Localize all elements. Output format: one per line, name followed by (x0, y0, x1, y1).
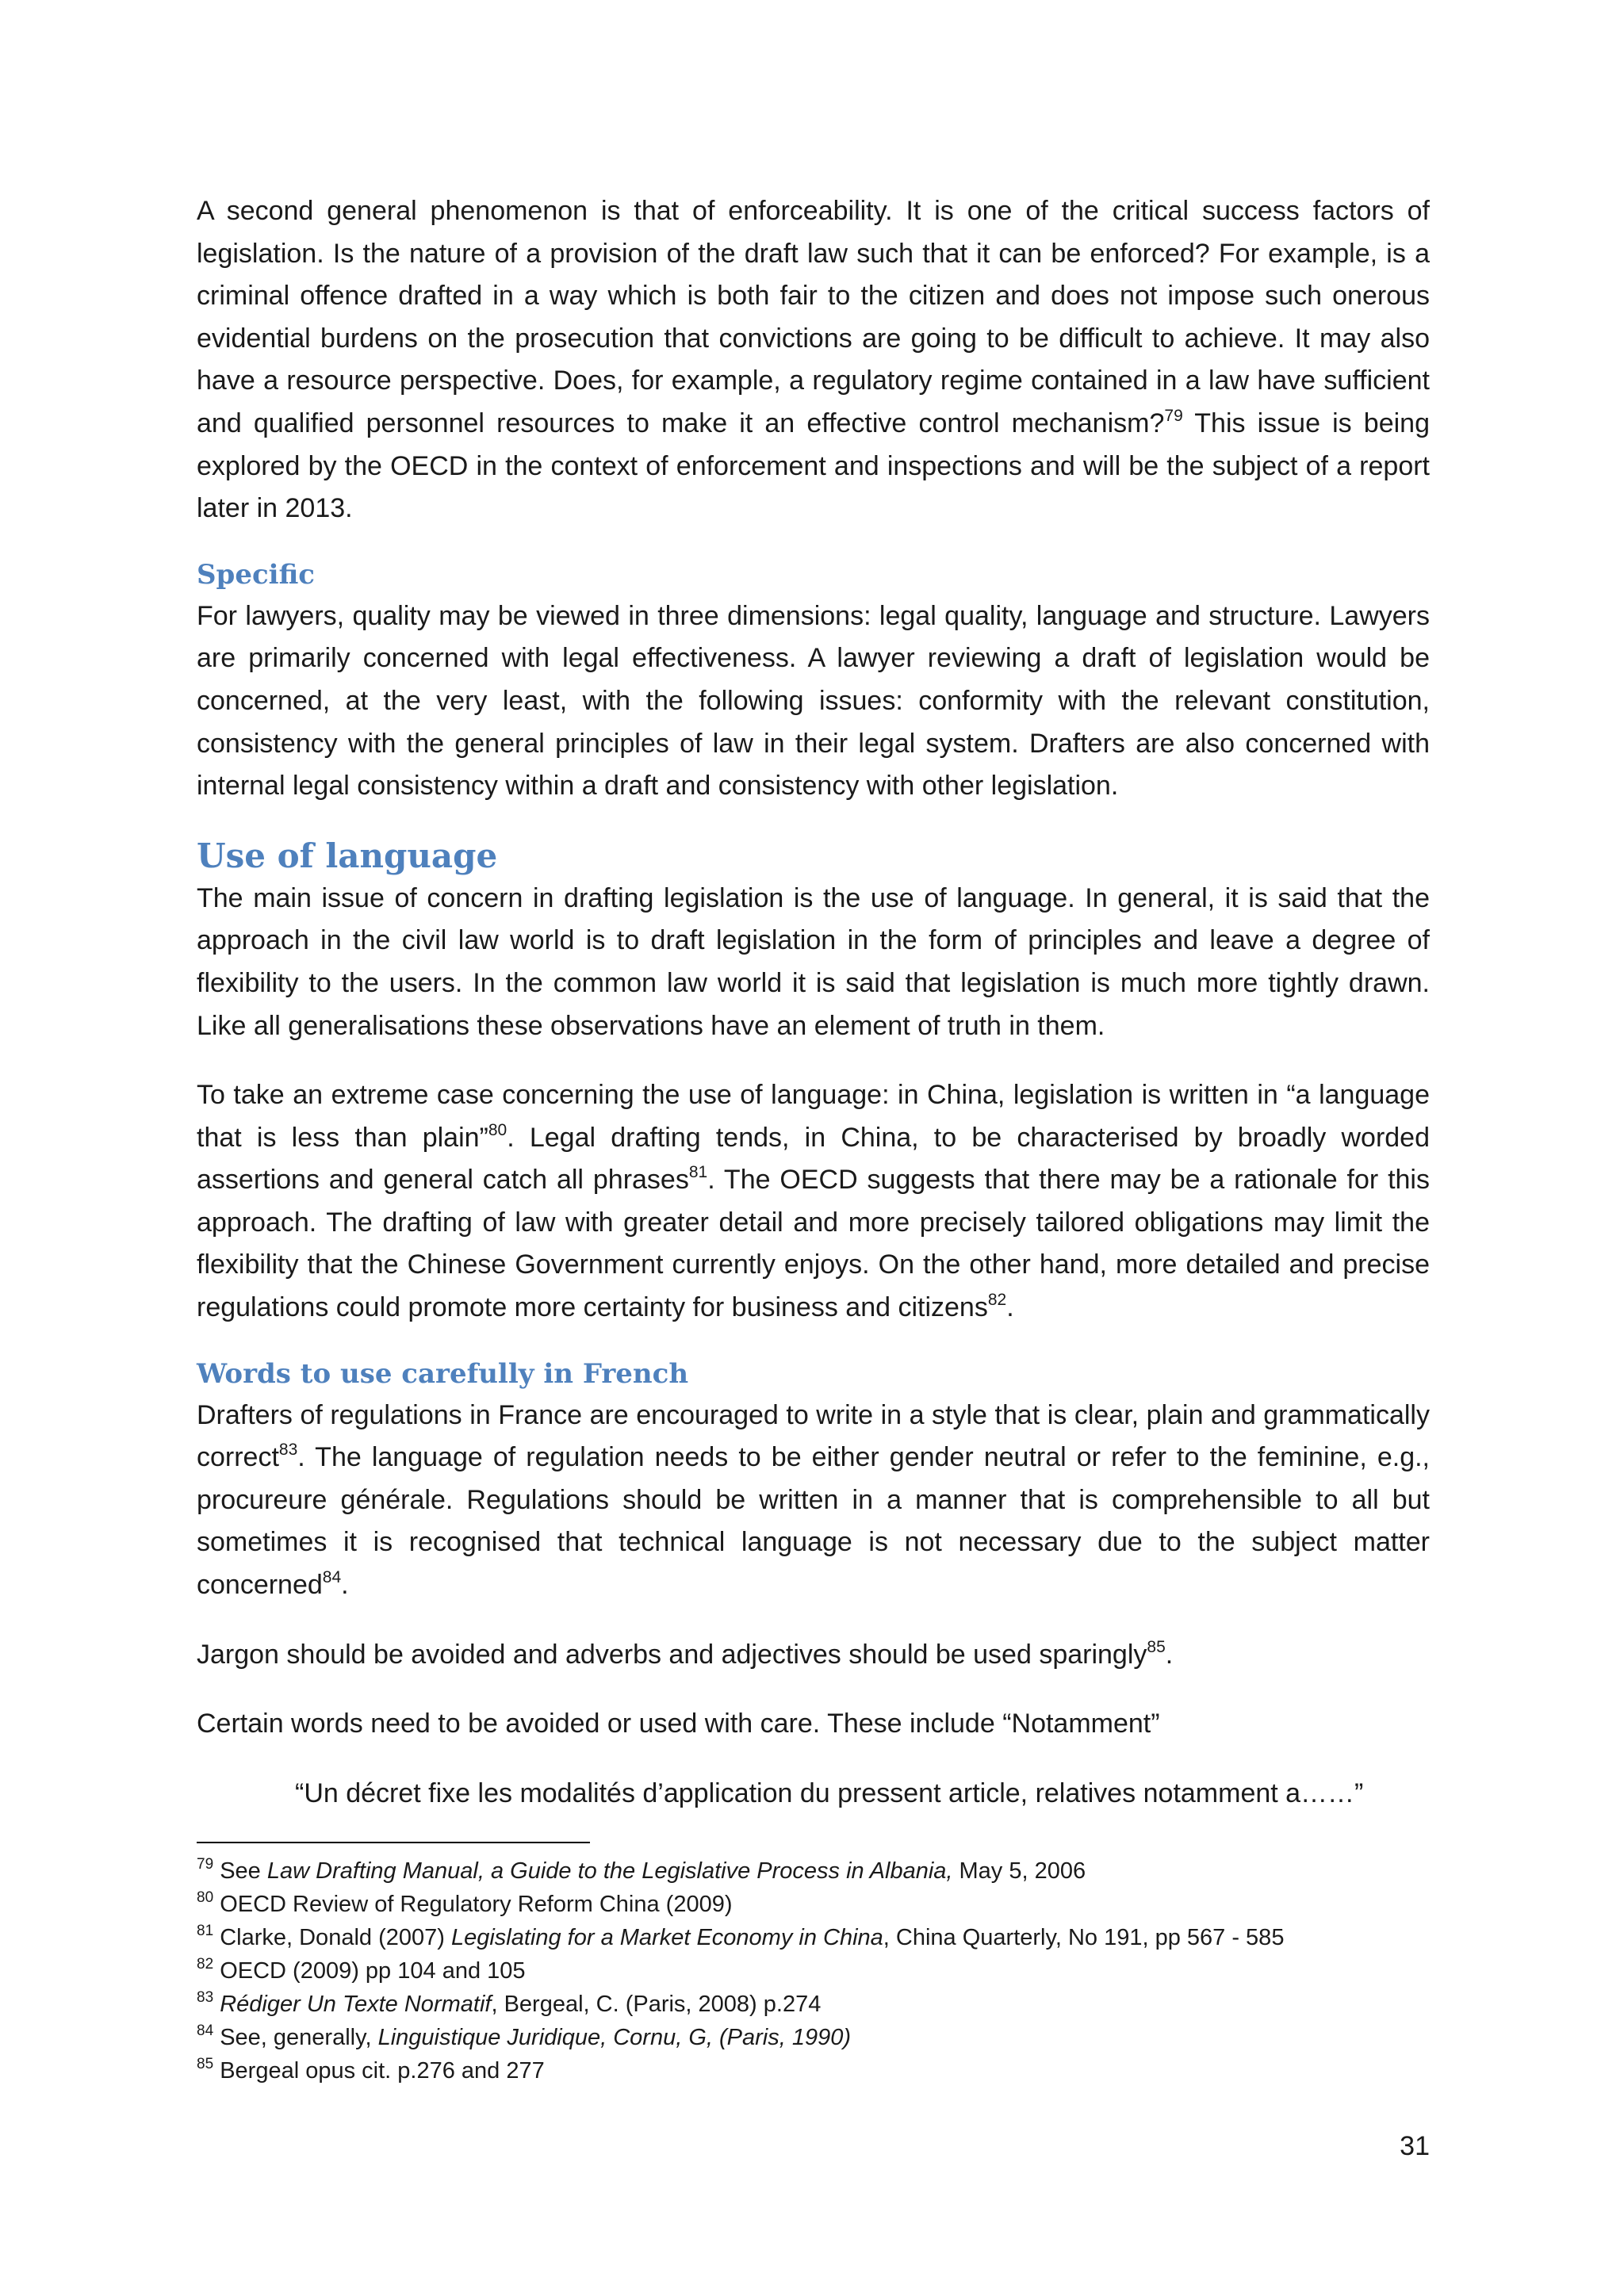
footnote-ref[interactable]: 79 (1164, 406, 1183, 425)
footnote: $^{80}$ OECD Review of Regulatory Reform China (2009) (197, 1889, 733, 1918)
page-number: 31 (1400, 2131, 1430, 2161)
heading-use-of-language: Use of language (197, 836, 498, 875)
footnote-ref[interactable]: 84 (322, 1568, 342, 1587)
paragraph-language-main: The main issue of concern in drafting legislation is the use of language. In general, it is said that the approach in the civil law world is to draft legislation in the form of principles and leave a degree of flexibility to the users. In the common law world it is said that legislation is much more tightly drawn. Like all generalisations these observations have an element of truth in them. (197, 882, 1430, 1041)
paragraph-china: To take an extreme case concerning the use of language: in China, legislation is written in “a language that is less than plain”$^{80}$. Legal drafting tends, in China, to be characterised by broadly worded assertions and general catch all phrases$^{81}$. The OECD suggests that there may be a rationale for this approach. The drafting of law with greater detail and more precisely tailored obligations may limit the flexibility that the Chinese Government currently enjoys. On the other hand, more detailed and precise regulations could promote more certainty for business and citizens$^{82}$. (197, 1080, 1431, 1323)
footnote: $^{85}$ Bergeal opus cit. p.276 and 277 (197, 2056, 545, 2084)
paragraph-jargon: Jargon should be avoided and adverbs and adjectives should be used sparingly$^{85}$. (197, 1637, 1174, 1670)
footnote-ref[interactable]: 83 (278, 1441, 298, 1460)
paragraph-french: Drafters of regulations in France are encouraged to write in a style that is clear, plain and grammatically correct$^{83}$. The language of regulation needs to be either gender neutral or refer to the feminine, e.g., procureure générale. Regulations should be written in a manner that is comprehensible to all but sometimes it is recognised that technical language is not necessary due to the subject matter concerned$^{84}$. (197, 1399, 1430, 1601)
footnote-separator (197, 1842, 590, 1843)
footnote-ref[interactable]: 85 (1147, 1637, 1166, 1656)
heading-words-french: Words to use carefully in French (197, 1357, 689, 1390)
footnote-ref[interactable]: 81 (688, 1163, 708, 1182)
paragraph-specific: For lawyers, quality may be viewed in three dimensions: legal quality, language and structure. Lawyers are primarily concerned with legal effectiveness. A lawyer reviewing a draft of legislation would be concerned, at the very least, with the following issues: conformity with the relevant constitution, consistency with the general principles of law in their legal system. Drafters are also concerned with internal legal consistency within a draft and consistency with other legislation. (197, 600, 1430, 802)
heading-specific: Specific (197, 558, 315, 591)
footnote: $^{81}$ Clarke, Donald (2007) Legislating for a Market Economy in China, China Quarterly, No 191, pp 567 - 585 (197, 1923, 1285, 1951)
block-quote: “Un décret fixe les modalités d’application du pressent article, relatives notamment a……” (295, 1777, 1364, 1808)
footnote-ref[interactable]: 80 (488, 1120, 508, 1139)
footnote: $^{82}$ OECD (2009) pp 104 and 105 (197, 1956, 526, 1984)
paragraph-enforceability: A second general phenomenon is that of enforceability. It is one of the critical success factors of legislation. Is the nature of a provision of the draft law such that it can be enforced? For example, is a criminal offence drafted in a way which is both fair to the citizen and does not impose such onerous evidential burdens on the prosecution that convictions are going to be difficult to achieve. It may also have a resource perspective. Does, for example, a regulatory regime contained in a law have sufficient and qualified personnel resources to make it an effective control mechanism?$^{79}$ This issue is being explored by the OECD in the context of enforcement and inspections and will be the subject of a report later in 2013. (197, 196, 1430, 524)
footnote: $^{83}$ Rédiger Un Texte Normatif, Bergeal, C. (Paris, 2008) p.274 (197, 1989, 822, 2018)
page-body (197, 190, 1430, 2087)
footnote-ref[interactable]: 82 (987, 1291, 1007, 1310)
footnote: $^{79}$ See Law Drafting Manual, a Guide to the Legislative Process in Albania, May 5, 2006 (197, 1856, 1086, 1885)
footnotes (197, 1854, 1430, 2087)
paragraph-certain-words: Certain words need to be avoided or used with care. These include “Notamment” (197, 1709, 1160, 1739)
footnote: $^{84}$ See, generally, Linguistique Juridique, Cornu, G, (Paris, 1990) (197, 2022, 852, 2051)
